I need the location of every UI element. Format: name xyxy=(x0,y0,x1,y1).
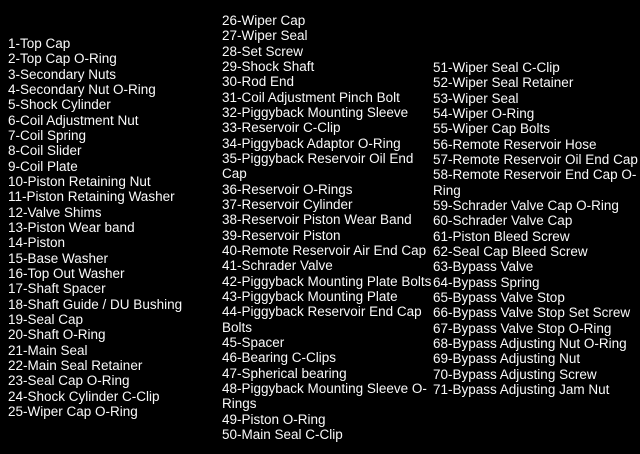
part-item: 8-Coil Slider xyxy=(8,143,82,159)
part-item: 50-Main Seal C-Clip xyxy=(222,426,343,442)
part-item: 33-Reservoir C-Clip xyxy=(222,120,341,136)
part-item: 66-Bypass Valve Stop Set Screw xyxy=(433,305,631,321)
part-item: 48-Piggyback Mounting Sleeve O-Rings xyxy=(222,380,427,412)
parts-column-2 xyxy=(222,13,436,442)
part-item: 55-Wiper Cap Bolts xyxy=(433,121,551,137)
part-item: 38-Reservoir Piston Wear Band xyxy=(222,212,412,228)
part-item: 19-Seal Cap xyxy=(8,311,84,327)
part-item: 1-Top Cap xyxy=(8,36,71,51)
part-item: 26-Wiper Cap xyxy=(222,13,306,28)
part-item: 68-Bypass Adjusting Nut O-Ring xyxy=(433,335,627,351)
part-item: 42-Piggyback Mounting Plate Bolts xyxy=(222,273,432,289)
part-item: 30-Rod End xyxy=(222,74,295,90)
part-item: 23-Seal Cap O-Ring xyxy=(8,373,130,389)
part-item: 71-Bypass Adjusting Jam Nut xyxy=(433,381,610,397)
part-item: 39-Reservoir Piston xyxy=(222,227,341,243)
part-item: 34-Piggyback Adaptor O-Ring xyxy=(222,135,401,151)
part-item: 41-Schrader Valve xyxy=(222,258,333,274)
part-item: 22-Main Seal Retainer xyxy=(8,357,143,373)
part-item: 13-Piston Wear band xyxy=(8,219,135,235)
parts-column-3 xyxy=(433,60,640,397)
part-item: 10-Piston Retaining Nut xyxy=(8,173,151,189)
part-item: 9-Coil Plate xyxy=(8,158,78,174)
part-item: 4-Secondary Nut O-Ring xyxy=(8,81,156,97)
part-item: 67-Bypass Valve Stop O-Ring xyxy=(433,320,612,336)
part-item: 37-Reservoir Cylinder xyxy=(222,196,353,212)
part-item: 63-Bypass Valve xyxy=(433,259,534,275)
part-item: 61-Piston Bleed Screw xyxy=(433,228,570,244)
part-item: 47-Spherical bearing xyxy=(222,365,347,381)
part-item: 64-Bypass Spring xyxy=(433,274,540,290)
part-item: 2-Top Cap O-Ring xyxy=(8,51,117,67)
part-item: 59-Schrader Valve Cap O-Ring xyxy=(433,197,619,213)
part-item: 70-Bypass Adjusting Screw xyxy=(433,366,597,382)
part-item: 27-Wiper Seal xyxy=(222,28,308,44)
part-item: 11-Piston Retaining Washer xyxy=(8,189,175,205)
part-item: 6-Coil Adjustment Nut xyxy=(8,112,139,128)
part-item: 25-Wiper Cap O-Ring xyxy=(8,403,138,419)
part-item: 16-Top Out Washer xyxy=(8,265,125,281)
part-item: 29-Shock Shaft xyxy=(222,58,315,74)
part-item: 35-Piggyback Reservoir Oil End Cap xyxy=(222,150,414,182)
part-item: 31-Coil Adjustment Pinch Bolt xyxy=(222,89,400,105)
part-item: 43-Piggyback Mounting Plate xyxy=(222,288,398,304)
part-item: 24-Shock Cylinder C-Clip xyxy=(8,388,160,404)
part-item: 62-Seal Cap Bleed Screw xyxy=(433,243,588,259)
part-item: 45-Spacer xyxy=(222,334,285,350)
part-item: 65-Bypass Valve Stop xyxy=(433,289,565,305)
part-item: 52-Wiper Seal Retainer xyxy=(433,75,574,91)
part-item: 21-Main Seal xyxy=(8,342,88,358)
part-item: 69-Bypass Adjusting Nut xyxy=(433,351,581,367)
part-item: 12-Valve Shims xyxy=(8,204,102,220)
part-item: 57-Remote Reservoir Oil End Cap xyxy=(433,151,638,167)
part-item: 7-Coil Spring xyxy=(8,127,87,143)
part-item: 14-Piston xyxy=(8,235,66,251)
part-item: 51-Wiper Seal C-Clip xyxy=(433,60,560,75)
part-item: 46-Bearing C-Clips xyxy=(222,350,337,366)
part-item: 53-Wiper Seal xyxy=(433,90,519,106)
part-item: 56-Remote Reservoir Hose xyxy=(433,136,597,152)
part-item: 5-Shock Cylinder xyxy=(8,97,111,113)
part-item: 3-Secondary Nuts xyxy=(8,66,117,82)
part-item: 54-Wiper O-Ring xyxy=(433,105,535,121)
part-item: 18-Shaft Guide / DU Bushing xyxy=(8,296,183,312)
part-item: 49-Piston O-Ring xyxy=(222,411,326,427)
part-item: 20-Shaft O-Ring xyxy=(8,327,106,343)
part-item: 60-Schrader Valve Cap xyxy=(433,213,573,229)
part-item: 15-Base Washer xyxy=(8,250,109,266)
part-item: 58-Remote Reservoir End Cap O-Ring xyxy=(433,167,637,198)
part-item: 17-Shaft Spacer xyxy=(8,281,106,297)
part-item: 32-Piggyback Mounting Sleeve xyxy=(222,104,409,120)
parts-column-1 xyxy=(8,36,220,419)
part-item: 28-Set Screw xyxy=(222,43,304,59)
part-item: 40-Remote Reservoir Air End Cap xyxy=(222,242,427,258)
part-item: 44-Piggyback Reservoir End Cap Bolts xyxy=(222,304,422,335)
part-item: 36-Reservoir O-Rings xyxy=(222,181,353,197)
